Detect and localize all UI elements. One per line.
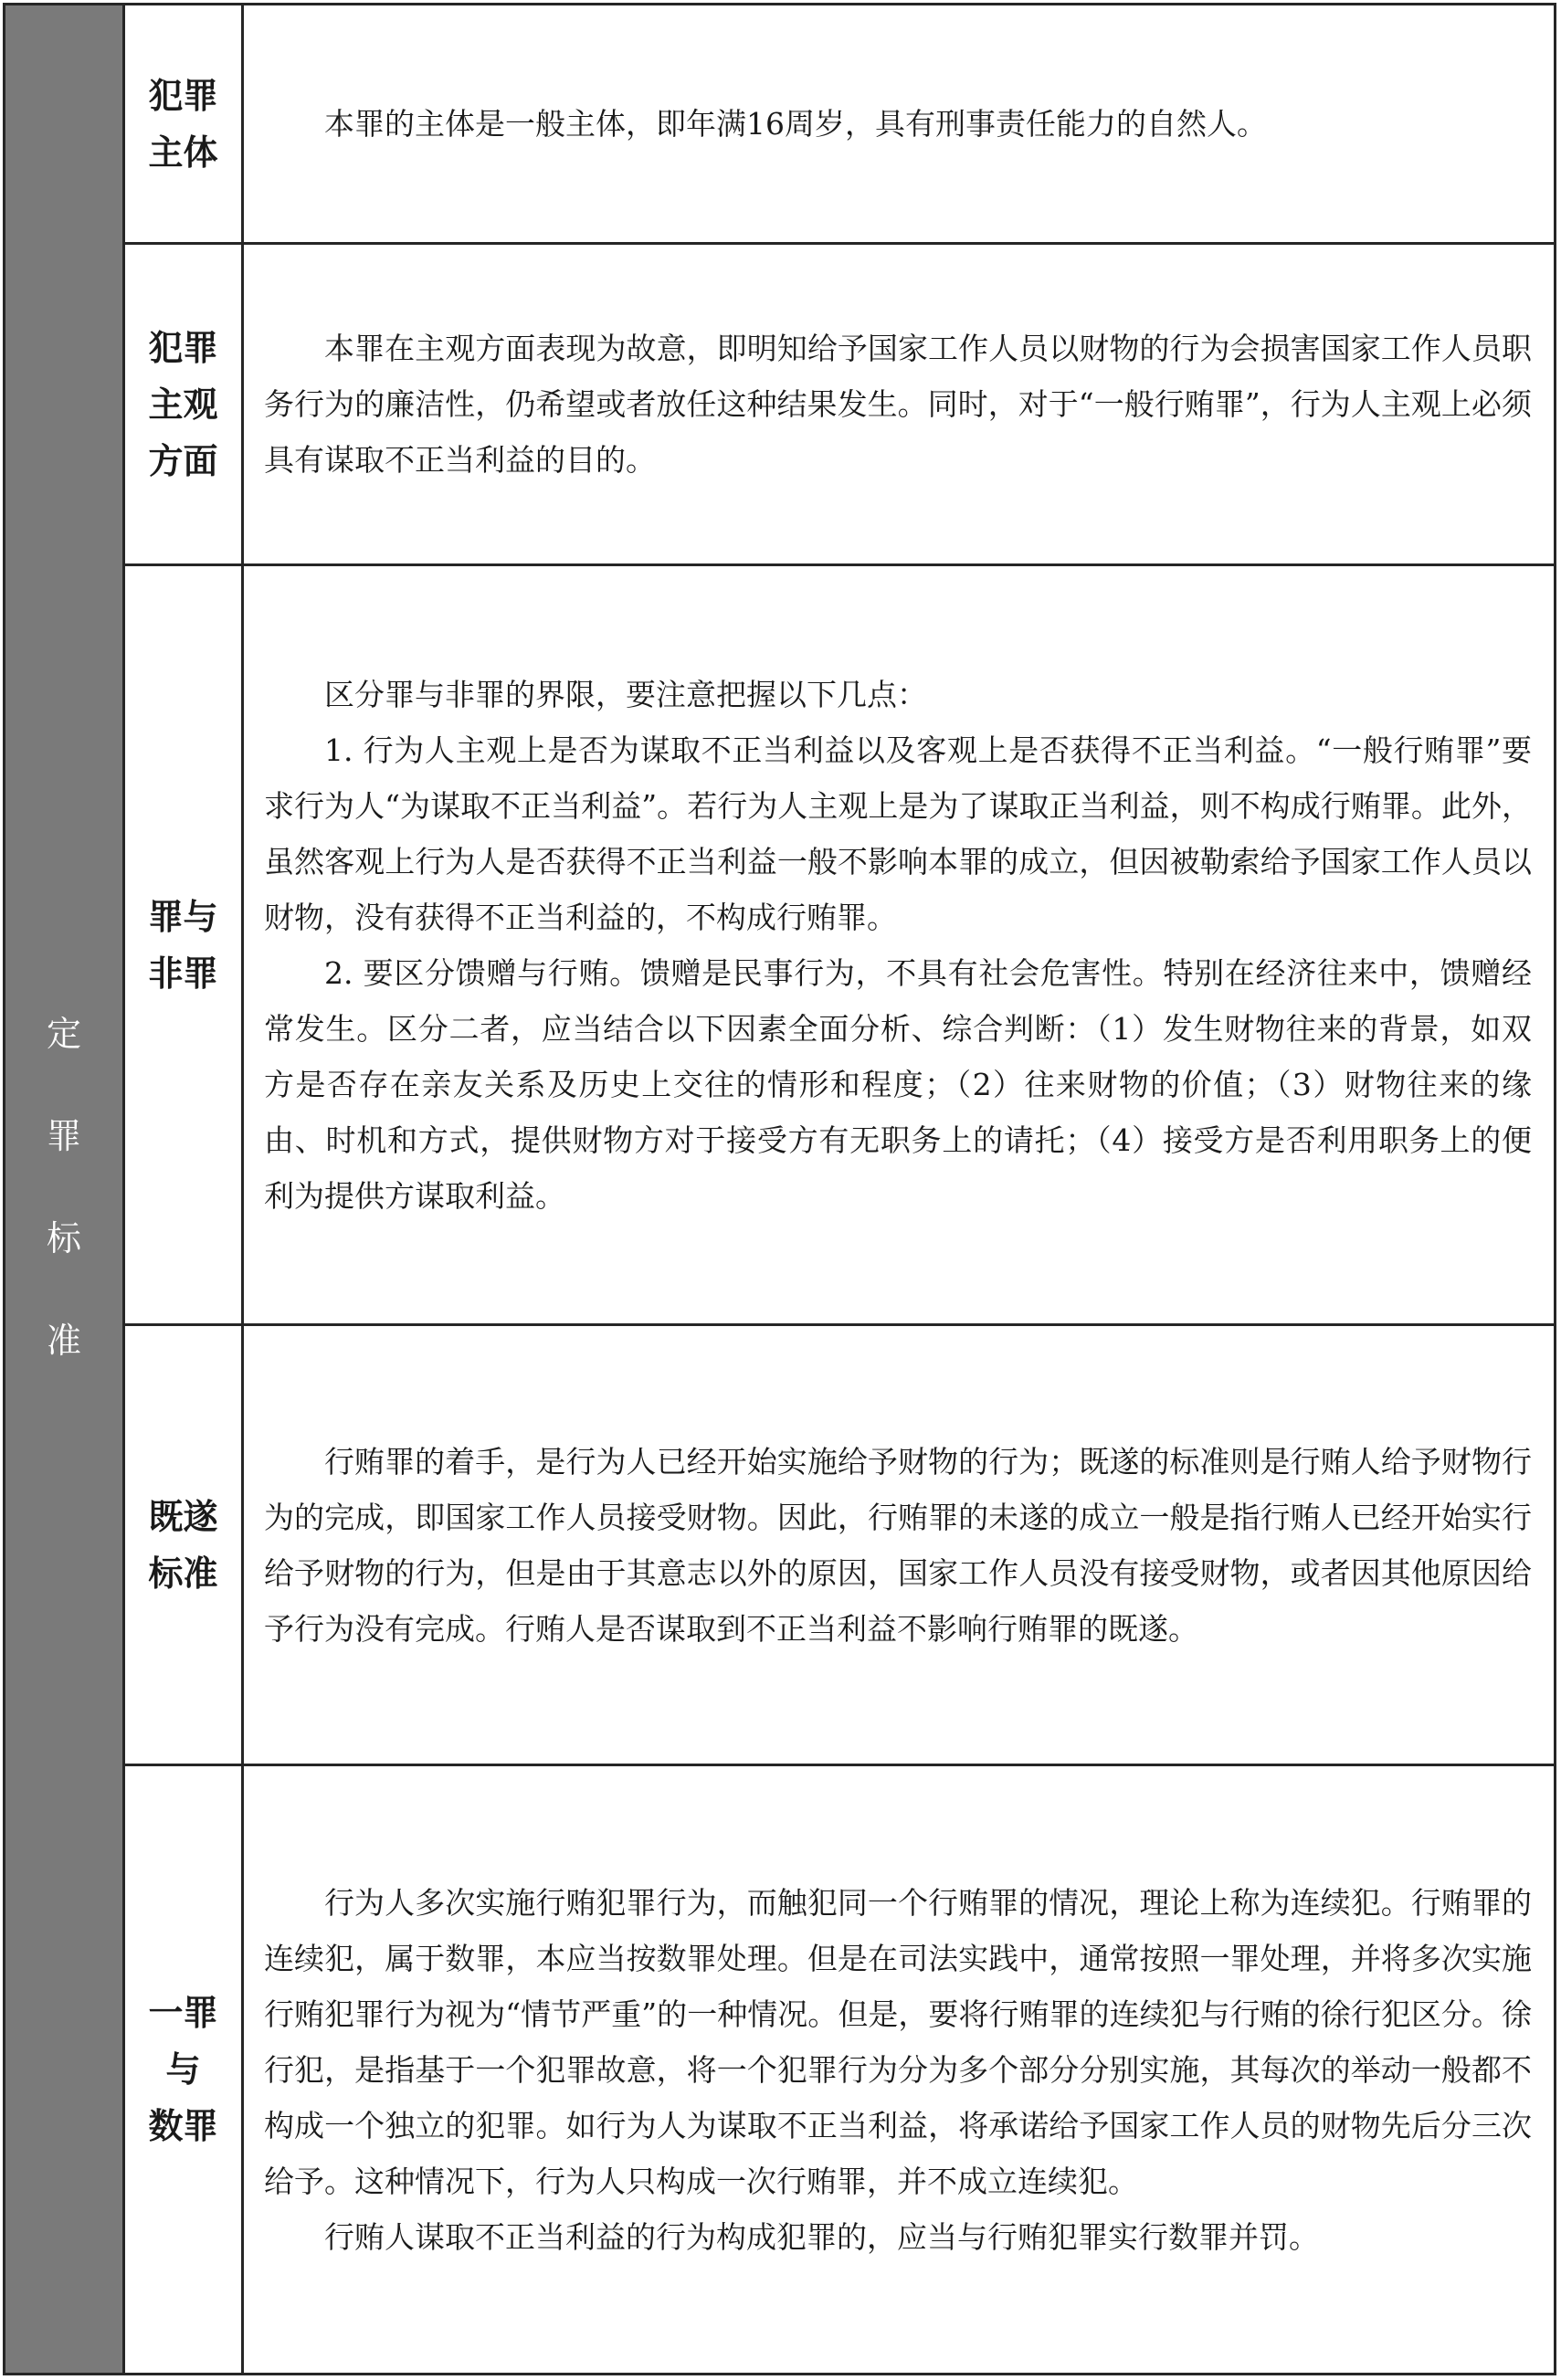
row-content [244,245,1554,563]
row-label [125,566,244,1323]
paragraph: 本罪在主观方面表现为故意，即明知给予国家工作人员以财物的行为会损害国家工作人员职务行为的廉洁性，仍希望或者放任这种结果发生。同时，对于“一般行贿罪”，行为人主观上必须具有谋取不正当利益的目的。 [264,331,1532,478]
row-label [125,5,244,242]
side-label-char: 罪 [46,1116,81,1156]
row-label-line: 犯罪 [148,75,218,116]
row-label-line: 既遂 [148,1496,218,1537]
row-content [244,5,1554,242]
row-content [244,1326,1554,1764]
paragraph: 本罪的主体是一般主体，即年满16周岁，具有刑事责任能力的自然人。 [324,106,1267,142]
table-row-crime-vs-noncrime [125,566,1554,1326]
paragraph: 行贿罪的着手，是行为人已经开始实施给予财物的行为；既遂的标准则是行贿人给予财物行为的完成，即国家工作人员接受财物。因此，行贿罪的未遂的成立一般是指行贿人已经开始实行给予财物的行为，但是由于其意志以外的原因，国家工作人员没有接受财物，或者因其他原因给予行为没有完成。行贿人是否谋取到不正当利益不影响行贿罪的既遂。 [264,1443,1532,1647]
row-label-line: 数罪 [148,2106,218,2146]
side-label-char: 定 [46,1014,81,1054]
paragraph: 区分罪与非罪的界限，要注意把握以下几点： [324,676,927,712]
table-row-completion-standard [125,1326,1554,1766]
table-row-crime-subject [125,5,1554,245]
table-row-subjective-aspect [125,245,1554,566]
row-label-line: 罪与 [148,896,218,937]
row-content [244,566,1554,1323]
row-label-line: 犯罪 [148,327,218,368]
row-label [125,1766,244,2373]
row-label-line: 非罪 [148,953,218,994]
side-category-label [5,983,122,1392]
criteria-table [3,3,1556,2375]
row-label-line: 一罪 [148,1993,218,2033]
side-label-char: 准 [46,1321,81,1361]
table-row-one-vs-multiple-crimes [125,1766,1554,2373]
row-label-line: 方面 [148,440,218,481]
paragraph: 1. 行为人主观上是否为谋取不正当利益以及客观上是否获得不正当利益。“一般行贿罪”要求行为人“为谋取不正当利益”。若行为人主观上是为了谋取正当利益，则不构成行贿罪。此外，虽然客观上行为人是否获得不正当利益一般不影响本罪的成立，但因被勒索给予国家工作人员以财物，没有获得不正当利益的，不构成行贿罪。 [264,732,1532,935]
side-label-char: 标 [46,1218,81,1258]
row-label [125,1326,244,1764]
row-label [125,245,244,563]
row-label-line: 主观 [148,384,218,425]
row-content [244,1766,1554,2373]
paragraph: 2. 要区分馈赠与行贿。馈赠是民事行为，不具有社会危害性。特别在经济往来中，馈赠经常发生。区分二者，应当结合以下因素全面分析、综合判断：（1）发生财物往来的背景，如双方是否存在亲友关系及历史上交往的情形和程度；（2）往来财物的价值；（3）财物往来的缘由、时机和方式，提供财物方对于接受方有无职务上的请托；（4）接受方是否利用职务上的便利为提供方谋取利益。 [264,954,1532,1214]
paragraph: 行贿人谋取不正当利益的行为构成犯罪的，应当与行贿犯罪实行数罪并罚。 [324,2218,1319,2255]
paragraph: 行为人多次实施行贿犯罪行为，而触犯同一个行贿罪的情况，理论上称为连续犯。行贿罪的连续犯，属于数罪，本应当按数罪处理。但是在司法实践中，通常按照一罪处理，并将多次实施行贿犯罪行为视为“情节严重”的一种情况。但是，要将行贿罪的连续犯与行贿的徐行犯区分。徐行犯，是指基于一个犯罪故意，将一个犯罪行为分为多个部分分别实施，其每次的举动一般都不构成一个独立的犯罪。如行为人为谋取不正当利益，将承诺给予国家工作人员的财物先后分三次给予。这种情况下，行为人只构成一次行贿罪，并不成立连续犯。 [264,1884,1532,2199]
row-label-line: 标准 [148,1553,218,1594]
side-category-column [5,5,125,2373]
row-label-line: 与 [165,2049,201,2090]
row-label-line: 主体 [148,132,218,173]
